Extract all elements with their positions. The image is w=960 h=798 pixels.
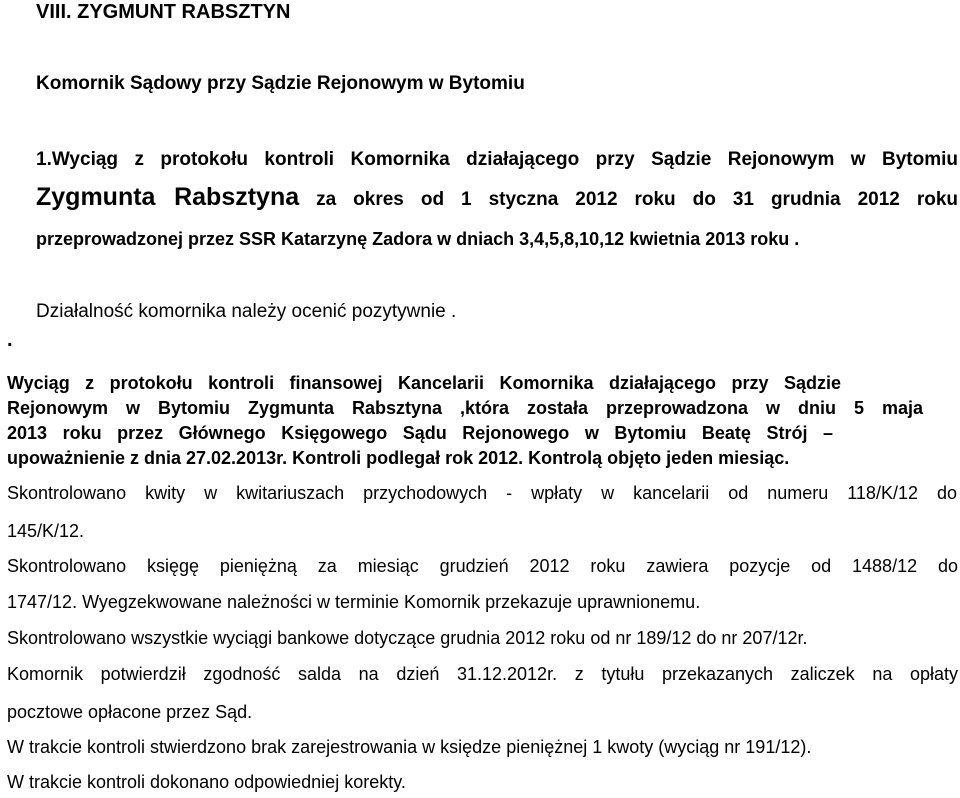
item2-line1: Wyciąg z protokołu kontroli finansowej Kancelarii Komornika działającego przy Sądzie xyxy=(7,373,841,393)
saldo-paragraph-line1: Komornik potwierdził zgodność salda na dzień 31.12.2012r. z tytułu przekazanych zaliczek na opłaty xyxy=(7,664,958,684)
saldo-paragraph-line2: pocztowe opłacone przez Sąd. xyxy=(7,702,253,722)
ksiega-paragraph-line1: Skontrolowano księgę pieniężną za miesiąc grudzień 2012 roku zawiera pozycje od 1488/12 do xyxy=(7,556,958,576)
separator-dot: . xyxy=(7,329,13,351)
debtor-name: Zygmunta Rabsztyna xyxy=(36,183,300,211)
item2-line3: 2013 roku przez Głównego Księgowego Sądu Rejonowego w Bytomiu Beatę Strój – xyxy=(7,423,833,443)
item2-line2: Rejonowym w Bytomiu Zygmunta Rabsztyna ,która została przeprowadzona w dniu 5 maja xyxy=(7,398,923,418)
section-title: VIII. ZYGMUNT RABSZTYN xyxy=(36,1,291,23)
item1-line1: 1.Wyciąg z protokołu kontroli Komornika działającego przy Sądzie Rejonowym w Bytomiu xyxy=(36,149,958,170)
item1-line3: przeprowadzonej przez SSR Katarzynę Zadora w dniach 3,4,5,8,10,12 kwietnia 2013 roku . xyxy=(36,229,800,249)
kwity-paragraph-line2: 145/K/12. xyxy=(7,521,85,541)
assessment-text: Działalność komornika należy ocenić pozytywnie . xyxy=(36,301,457,322)
korekta-paragraph: W trakcie kontroli dokonano odpowiedniej korekty. xyxy=(7,772,406,792)
item2-line4: upoważnienie z dnia 27.02.2013r. Kontroli podlegał rok 2012. Kontrolą objęto jeden miesiąc. xyxy=(7,448,790,468)
subtitle: Komornik Sądowy przy Sądzie Rejonowym w Bytomiu xyxy=(36,73,525,94)
brak-paragraph: W trakcie kontroli stwierdzono brak zarejestrowania w księdze pieniężnej 1 kwoty (wyciąg nr 191/12). xyxy=(7,737,812,757)
ksiega-paragraph-line2: 1747/12. Wyegzekwowane należności w terminie Komornik przekazuje uprawnionemu. xyxy=(7,592,701,612)
period-text: za okres od 1 styczna 2012 roku do 31 grudnia 2012 roku xyxy=(316,189,958,210)
item1-line2 xyxy=(36,185,958,210)
wyciagi-paragraph: Skontrolowano wszystkie wyciągi bankowe dotyczące grudnia 2012 roku od nr 189/12 do nr 207/12r. xyxy=(7,628,808,648)
kwity-paragraph-line1: Skontrolowano kwity w kwitariuszach przychodowych - wpłaty w kancelarii od numeru 118/K/12 do xyxy=(7,483,957,503)
